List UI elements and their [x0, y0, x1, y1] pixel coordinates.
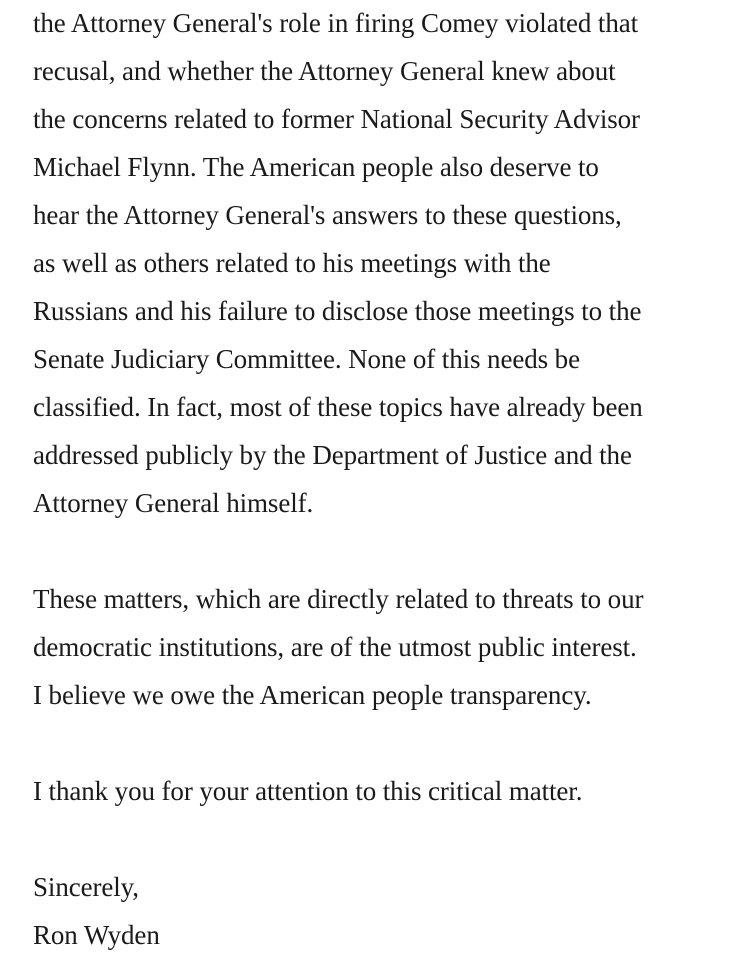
text-line: the Attorney General's role in firing Comey violated that	[33, 8, 639, 38]
text-line: classified. In fact, most of these topics have already been	[33, 392, 643, 422]
text-line: I thank you for your attention to this critical matter.	[33, 776, 583, 806]
signature-name: Ron Wyden	[33, 920, 160, 950]
text-line: Michael Flynn. The American people also deserve to	[33, 152, 599, 182]
text-line: Senate Judiciary Committee. None of this needs be	[33, 344, 580, 374]
text-line: as well as others related to his meetings with the	[33, 248, 551, 278]
paragraph-recusal	[33, 0, 733, 527]
text-line: Attorney General himself.	[33, 488, 314, 518]
text-line: I believe we owe the American people transparency.	[33, 680, 592, 710]
text-line: the concerns related to former National Security Advisor	[33, 104, 640, 134]
text-line: Russians and his failure to disclose those meetings to the	[33, 296, 642, 326]
text-line: These matters, which are directly related to threats to our	[33, 584, 644, 614]
closing-salutation: Sincerely,	[33, 872, 139, 902]
text-line: recusal, and whether the Attorney General knew about	[33, 56, 616, 86]
letter-body	[33, 0, 733, 959]
paragraph-spacer	[33, 527, 733, 575]
text-line: hear the Attorney General's answers to these questions,	[33, 200, 622, 230]
paragraph-thanks	[33, 767, 733, 815]
text-line: democratic institutions, are of the utmost public interest.	[33, 632, 637, 662]
closing-block	[33, 863, 733, 959]
paragraph-spacer	[33, 719, 733, 767]
paragraph-spacer	[33, 815, 733, 863]
paragraph-public-interest	[33, 575, 733, 719]
text-line: addressed publicly by the Department of Justice and the	[33, 440, 632, 470]
